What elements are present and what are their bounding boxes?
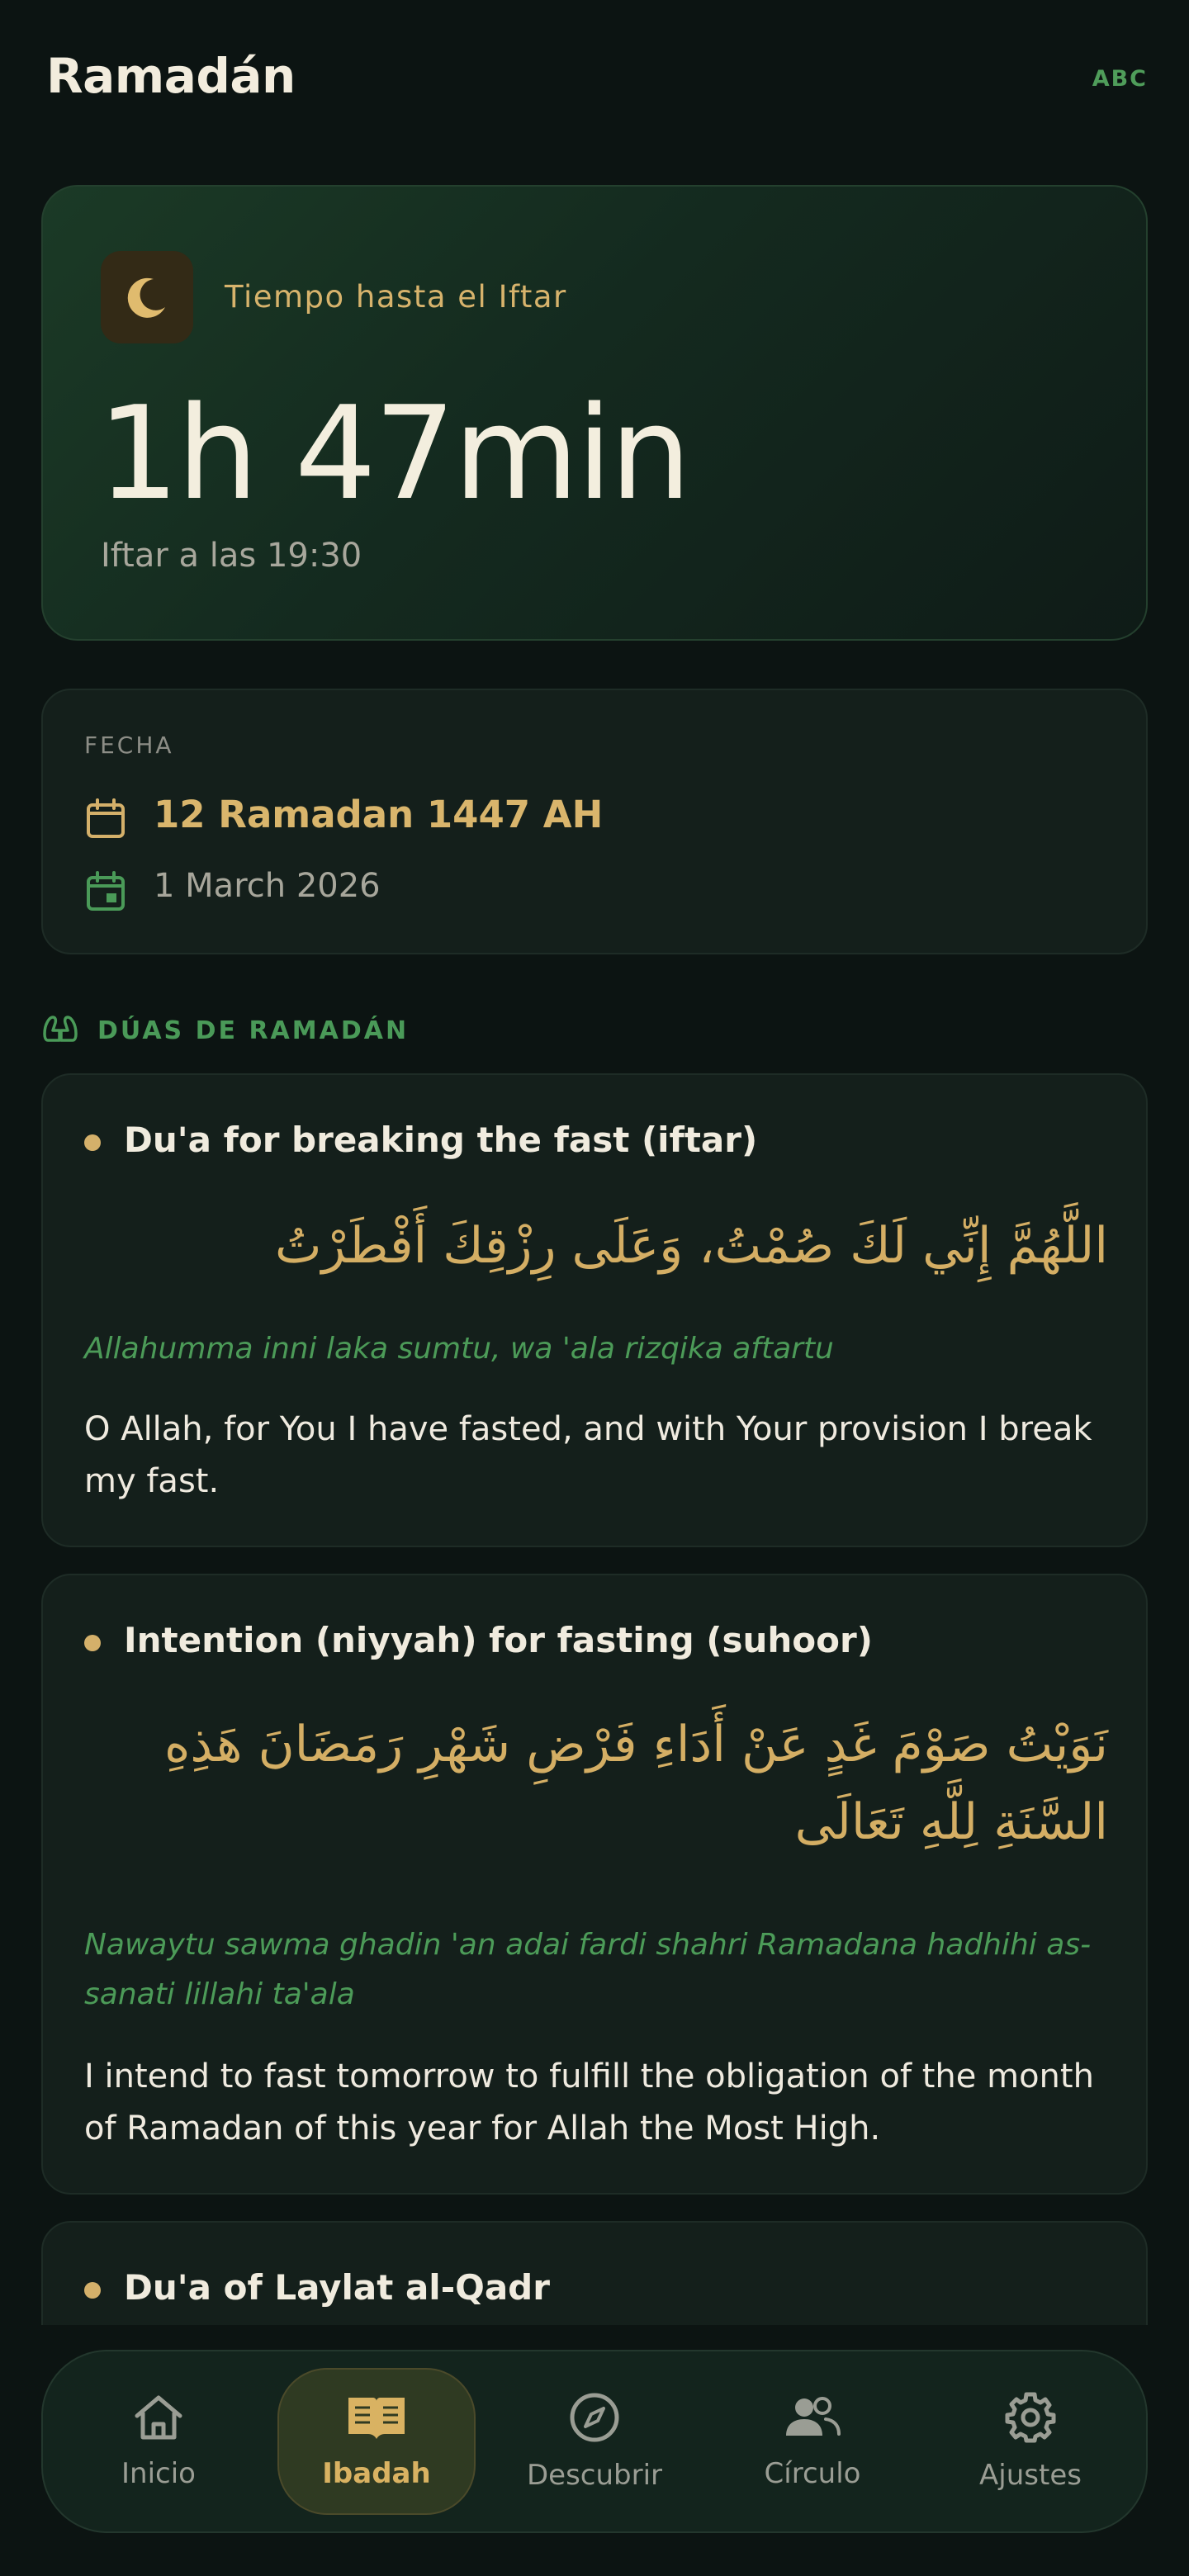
people-icon <box>784 2393 841 2446</box>
bottom-navigation <box>41 2350 1148 2533</box>
gear-icon <box>1004 2391 1057 2447</box>
text-size-button[interactable]: ABC <box>1092 66 1148 92</box>
calendar-icon <box>84 798 127 844</box>
nav-label: Inicio <box>121 2457 196 2490</box>
nav-label: Círculo <box>764 2457 861 2490</box>
dua-card[interactable] <box>41 1073 1148 1547</box>
page-title: Ramadán <box>46 48 296 104</box>
iftar-countdown: 1h 47min <box>97 378 689 528</box>
dua-translation: O Allah, for You I have fasted, and with Your provision I break my fast. <box>84 1410 1092 1500</box>
nav-item-inicio[interactable] <box>59 2368 258 2515</box>
bullet-dot <box>84 2282 101 2299</box>
home-icon <box>132 2393 185 2446</box>
dua-title: Du'a for breaking the fast (iftar) <box>124 1120 758 1160</box>
dua-title: Du'a of Laylat al-Qadr <box>124 2267 550 2308</box>
nav-label: Ibadah <box>322 2457 431 2490</box>
iftar-label: Tiempo hasta el Iftar <box>225 279 567 315</box>
duas-section-header <box>41 1014 409 1047</box>
iftar-countdown-card <box>41 185 1148 641</box>
date-heading: FECHA <box>84 732 174 759</box>
nav-item-descubrir[interactable] <box>495 2368 694 2515</box>
gregorian-date: 1 March 2026 <box>154 867 381 905</box>
hijri-date: 12 Ramadan 1447 AH <box>154 793 604 836</box>
nav-item-ajustes[interactable] <box>931 2368 1130 2515</box>
date-card <box>41 689 1148 954</box>
dua-translation: I intend to fast tomorrow to fulfill the obligation of the month of Ramadan of this year for Allah the Most High. <box>84 2057 1094 2147</box>
nav-label: Descubrir <box>526 2459 663 2492</box>
iftar-time: Iftar a las 19:30 <box>101 537 362 575</box>
moon-icon <box>101 251 193 343</box>
dua-transliteration: Allahumma inni laka sumtu, wa 'ala rizqika aftartu <box>84 1332 834 1366</box>
dua-card[interactable] <box>41 1574 1148 2195</box>
event-icon <box>84 870 127 916</box>
bullet-dot <box>84 1134 101 1151</box>
duas-section-title: DÚAS DE RAMADÁN <box>97 1016 410 1045</box>
bullet-dot <box>84 1635 101 1651</box>
praying-hands-icon <box>41 1012 79 1049</box>
nav-item-circulo[interactable] <box>713 2368 912 2515</box>
compass-icon <box>568 2391 621 2447</box>
dua-title: Intention (niyyah) for fasting (suhoor) <box>124 1620 873 1660</box>
nav-label: Ajustes <box>979 2459 1082 2492</box>
dua-transliteration: Nawaytu sawma ghadin 'an adai fardi shahri Ramadana hadhihi as-sanati lillahi ta'ala <box>84 1928 1092 2011</box>
nav-item-ibadah[interactable] <box>277 2368 476 2515</box>
app-header <box>0 0 1189 165</box>
dua-arabic: نَوَيْتُ صَوْمَ غَدٍ عَنْ أَدَاءِ فَرْضِ شَهْرِ رَمَضَانَ هَذِهِ السَّنَةِ لِلَّهِ تَعَالَى <box>163 1716 1108 1851</box>
dua-arabic: اللَّهُمَّ إِنِّي لَكَ صُمْتُ، وَعَلَى رِزْقِكَ أَفْطَرْتُ <box>275 1217 1108 1275</box>
book-icon <box>345 2393 408 2446</box>
